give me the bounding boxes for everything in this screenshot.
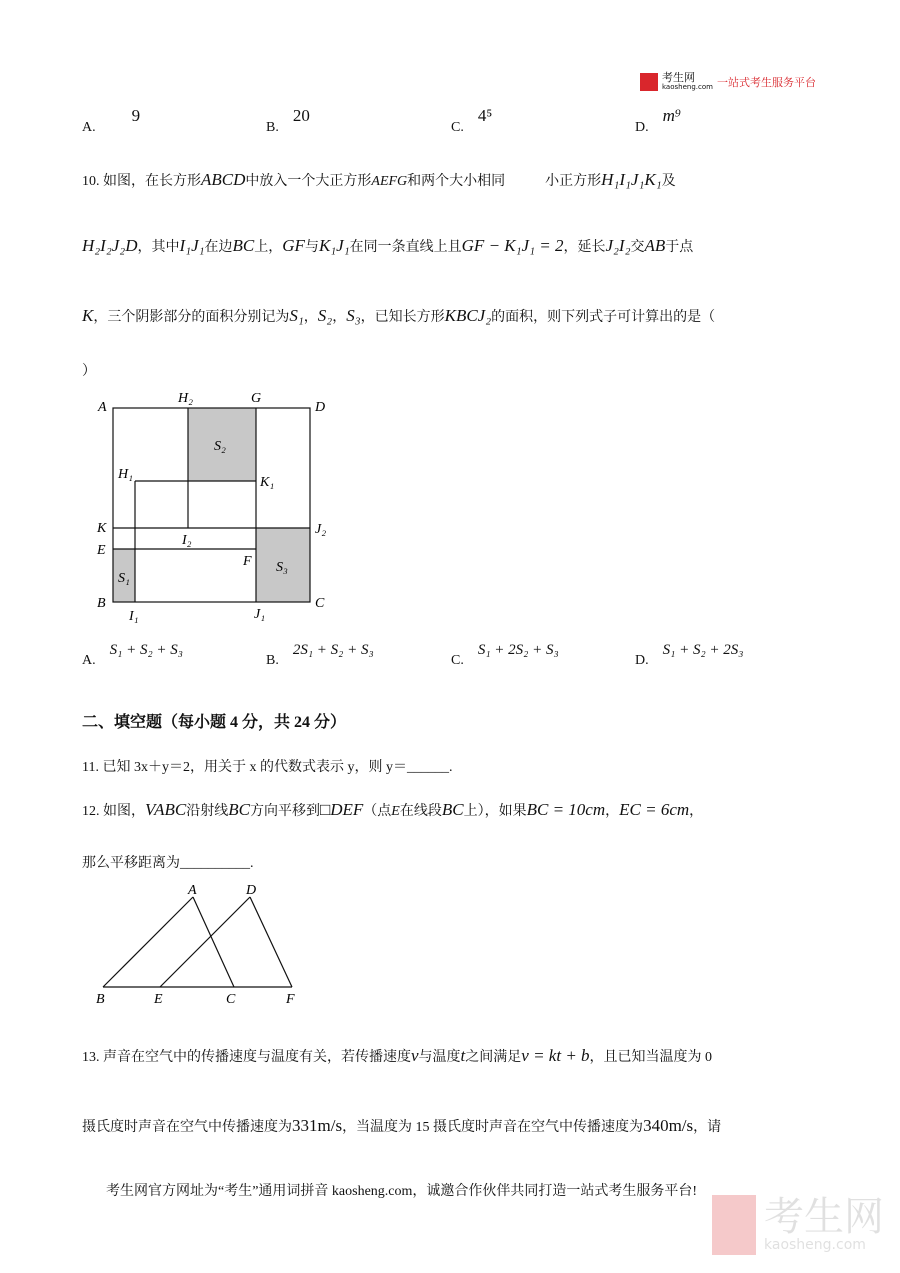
q9_options-0-letter: A. — [82, 120, 96, 135]
q10-options-1-letter: B. — [266, 653, 279, 668]
watermark-mark-icon — [712, 1195, 756, 1255]
q10-line2-0: H₂I₂J₂D — [82, 236, 138, 255]
q12-line1-2: 沿射线 — [186, 804, 229, 819]
logo-name: 考生网 — [662, 71, 695, 84]
q10-line2-2: I₁J₁ — [179, 236, 205, 255]
q9_options-1-value: 20 — [292, 106, 310, 125]
label-s2: S₂ — [214, 439, 226, 454]
q13-line2-4: ，请 — [693, 1120, 722, 1135]
q13-line2-3: 340m/s — [643, 1116, 694, 1135]
q13-line1-4: 之间满足 — [465, 1050, 522, 1065]
q12-line1-1: VABC — [145, 800, 187, 819]
label-c: C — [315, 596, 325, 611]
q13-line1-6: ，且已知当温度为 0 — [589, 1050, 713, 1065]
q12-line1-5: □DEF — [319, 800, 364, 819]
q10-line3-3: ， — [303, 310, 318, 325]
q13-line1-5: v = kt + b — [521, 1046, 590, 1065]
q12-line1-6: （点 — [363, 804, 392, 819]
q12-line1-10: 上），如果 — [463, 804, 527, 819]
q9_options-1-letter: B. — [266, 120, 279, 135]
q13-line1-3: t — [460, 1046, 466, 1065]
q12-line1-0: 12. 如图， — [82, 804, 145, 819]
q10-line3-7: ，已知长方形 — [360, 310, 445, 325]
q10-line3-5: ， — [332, 310, 347, 325]
q10-line2-8: K₁J₁ — [318, 236, 350, 255]
q10-line2-10: GF − K₁J₁ = 2 — [461, 236, 564, 255]
header-slogan: 一站式考生服务平台 — [716, 75, 816, 89]
label-i1: I₁ — [129, 609, 139, 624]
section-2-title: 二、填空题（每小题 4 分，共 24 分） — [82, 714, 347, 731]
q10-options-2-value: S₁ + 2S₂ + S₃ — [477, 642, 559, 658]
q9_options-2-letter: C. — [451, 120, 464, 135]
label-g: G — [251, 391, 262, 406]
label-i2: I₂ — [182, 533, 192, 548]
label-h1: H₁ — [118, 467, 133, 482]
q10-line1-5: 小正方形 — [545, 174, 602, 189]
q12-line1-4: 方向平移到 — [249, 804, 320, 819]
q13-line1-1: v — [411, 1046, 419, 1065]
q12-line1-11: BC = 10cm — [526, 800, 606, 819]
q12-label-b: B — [96, 992, 105, 1007]
label-e: E — [97, 543, 106, 558]
q10-line3-2: S₁ — [289, 306, 304, 325]
watermark-logo — [712, 1195, 884, 1255]
q13-line-1 — [82, 1046, 712, 1066]
label-d: D — [315, 400, 326, 415]
q10-line3-9: 的面积，则下列式子可计算出的是（ — [491, 310, 716, 325]
label-f: F — [243, 554, 252, 569]
q12-label-a: A — [188, 883, 197, 898]
q10-options-0-letter: A. — [82, 653, 96, 668]
q10-line2-1: ，其中 — [137, 240, 180, 255]
q10-line3-6: S₃ — [346, 306, 361, 325]
q12-line-2: 那么平移距离为__________. — [82, 856, 254, 871]
q10-line2-6: GF — [282, 236, 305, 255]
q12-label-c: C — [226, 992, 236, 1007]
q12-line1-9: BC — [441, 800, 464, 819]
footer-watermark_name: 考生网 — [764, 1194, 884, 1240]
q11-text: 11. 已知 3x＋y＝2，用关于 x 的代数式表示 y，则 y＝______. — [82, 760, 453, 775]
q10-line3-8: KBCJ₂ — [444, 306, 492, 325]
q10-line1-7: 及 — [661, 174, 676, 189]
q10-line1-3: AEFG — [371, 174, 408, 189]
q12-line1-12: ， — [605, 804, 620, 819]
q10-line2-12: J₂I₂ — [605, 236, 631, 255]
q10-line2-13: 交 — [630, 240, 645, 255]
q10-line2-7: 与 — [304, 240, 319, 255]
label-a: A — [98, 400, 107, 415]
q10-options-1-value: 2S₁ + S₂ + S₃ — [292, 642, 374, 658]
q10-line2-11: ，延长 — [563, 240, 606, 255]
label-k: K — [97, 521, 107, 536]
q13-line2-0: 摄氏度时声音在空气中传播速度为 — [82, 1120, 292, 1135]
q10-options-2-letter: C. — [451, 653, 464, 668]
label-k1: K₁ — [260, 475, 275, 490]
q12-line1-3: BC — [228, 800, 250, 819]
q10-option-d — [635, 642, 744, 669]
q10-line2-15: 于点 — [665, 240, 694, 255]
footer-text: 考生网官方网址为“考生”通用词拼音 kaosheng.com，诚邀合作伙伴共同打造一站式考生服务平台! — [106, 1184, 698, 1199]
q12-line1-7: E — [391, 804, 400, 819]
q10-option-c — [451, 642, 559, 669]
q10-line3-4: S₂ — [317, 306, 333, 325]
label-j1: J₁ — [254, 607, 266, 622]
q12-figure — [103, 897, 292, 987]
q10-line2-4: BC — [232, 236, 255, 255]
q10-line1-2: 中放入一个大正方形 — [245, 174, 372, 189]
q12-line-1 — [82, 800, 703, 820]
label-h2: H₂ — [178, 391, 193, 406]
q10-line1-4: 和两个大小相同 — [407, 174, 506, 189]
label-s3: S₃ — [276, 560, 288, 575]
q10-line3-0: K — [82, 306, 94, 325]
label-j2: J₂ — [315, 522, 327, 537]
q10-line2-5: 上， — [254, 240, 283, 255]
q12-label-e: E — [154, 992, 163, 1007]
q13-line1-0: 13. 声音在空气中的传播速度与温度有关，若传播速度 — [82, 1050, 411, 1065]
q10-line1-0: 10. 如图，在长方形 — [82, 174, 201, 189]
q9_options-0-value: 9 — [131, 106, 141, 125]
label-b: B — [97, 596, 106, 611]
q10-option-a — [82, 642, 184, 669]
q9_options-2-value: 4⁵ — [477, 106, 493, 125]
q10-line2-14: AB — [644, 236, 666, 255]
q10-options-0-value: S₁ + S₂ + S₃ — [109, 642, 184, 658]
q12-line1-13: EC = 6cm — [619, 800, 690, 819]
q12-label-f: F — [286, 992, 295, 1007]
q10-options-3-value: S₁ + S₂ + 2S₃ — [662, 642, 744, 658]
label-s1: S₁ — [118, 571, 130, 586]
q10-option-b — [266, 642, 374, 669]
q10-line-4: ） — [82, 364, 96, 379]
q10-line2-9: 在同一条直线上且 — [349, 240, 462, 255]
q9_options-3-letter: D. — [635, 120, 649, 135]
q9_options-3-value: m⁹ — [662, 106, 681, 125]
q13-line1-2: 与温度 — [418, 1050, 461, 1065]
q10-line1-6: H₁I₁J₁K₁ — [601, 170, 662, 189]
q10-line3-1: ，三个阴影部分的面积分别记为 — [93, 310, 290, 325]
footer-watermark_domain: kaosheng.com — [764, 1237, 866, 1253]
q10-line1-1: ABCD — [201, 170, 246, 189]
q12-line1-8: 在线段 — [399, 804, 442, 819]
q12-label-d: D — [246, 883, 257, 898]
logo-domain: kaosheng.com — [662, 83, 713, 91]
q13-line2-2: ，当温度为 15 摄氏度时声音在空气中传播速度为 — [342, 1120, 644, 1135]
q10-options-3-letter: D. — [635, 653, 649, 668]
q13-line-2 — [82, 1116, 721, 1136]
q12-line1-14: ， — [689, 804, 704, 819]
q13-line2-1: 331m/s — [292, 1116, 343, 1135]
q10-line2-3: 在边 — [204, 240, 233, 255]
